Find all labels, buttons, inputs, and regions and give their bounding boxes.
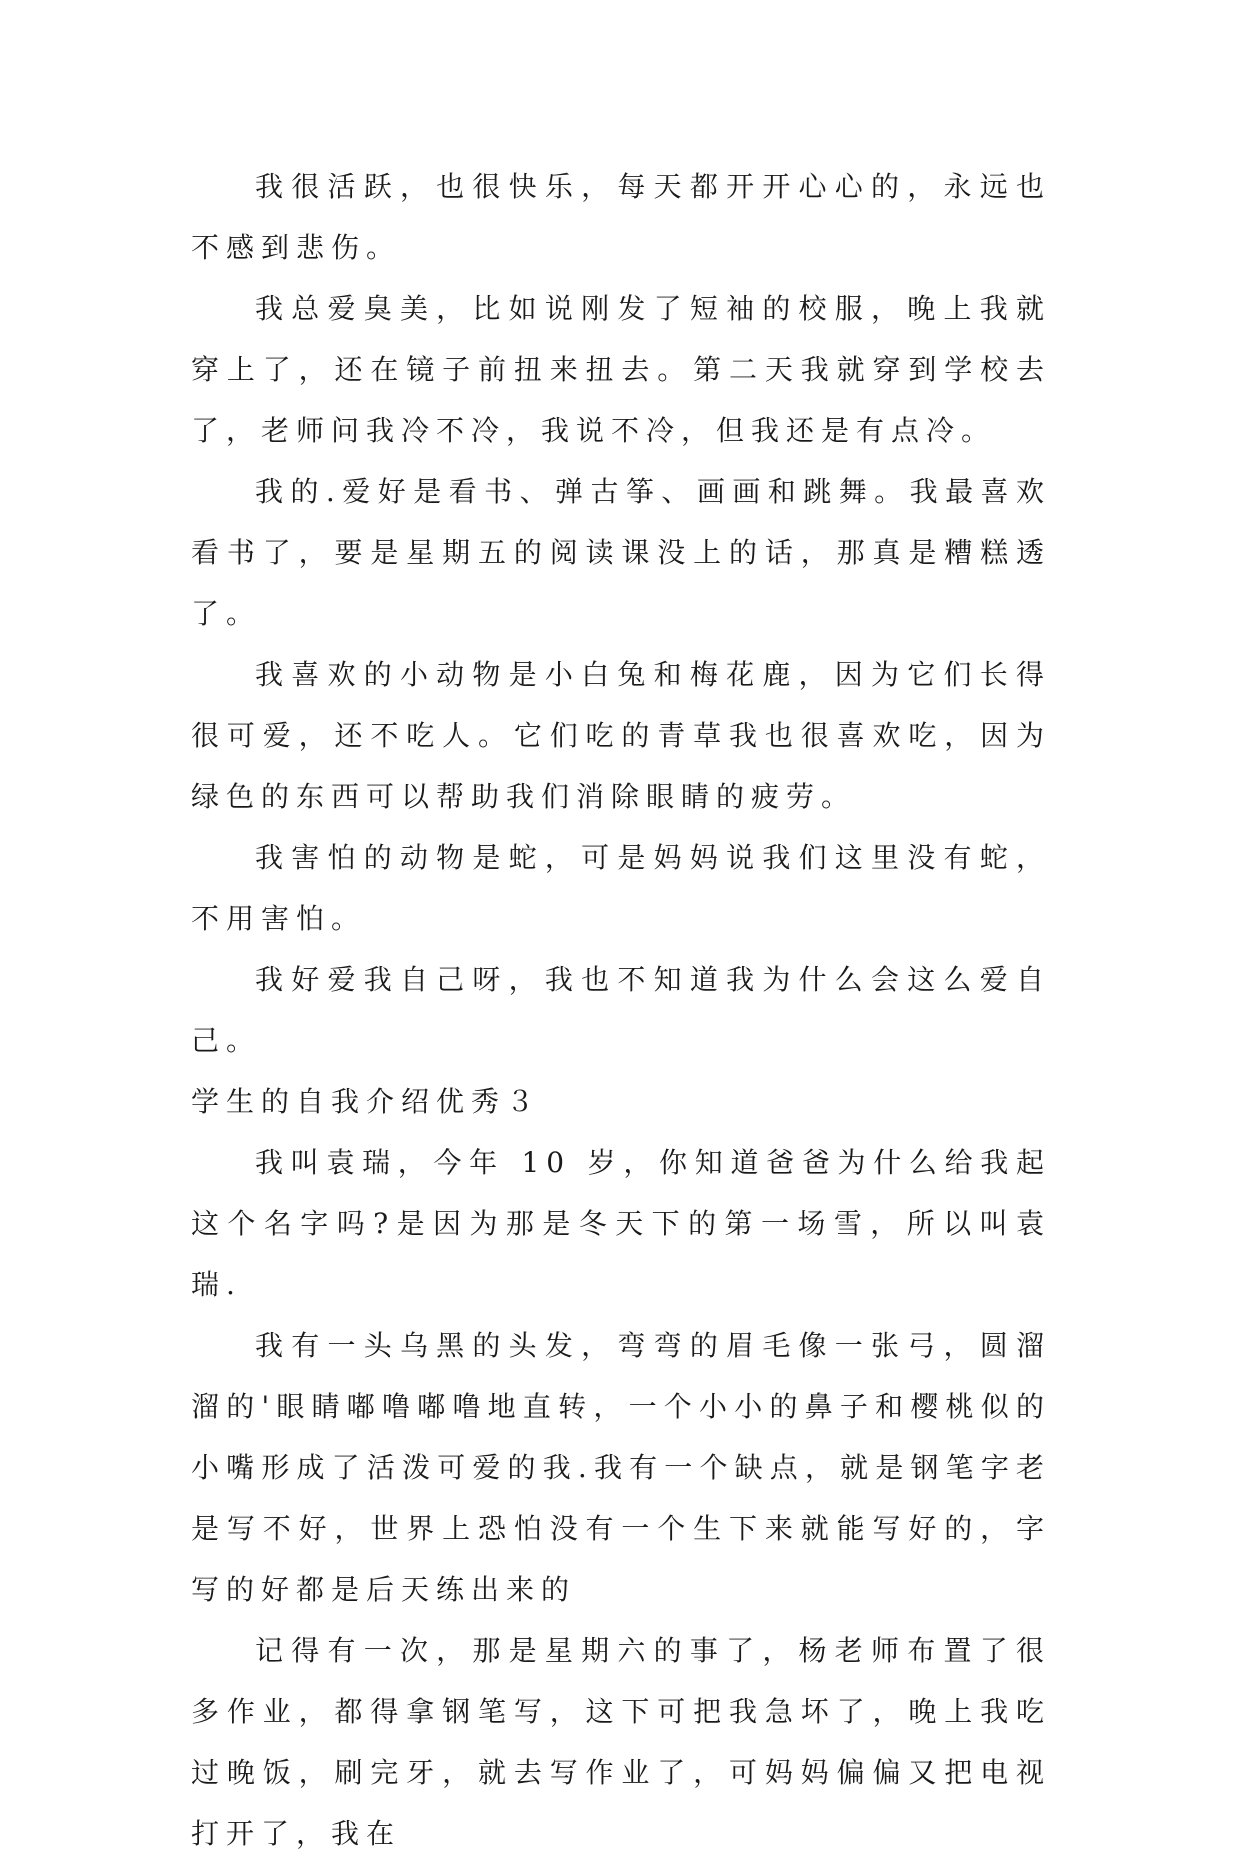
paragraph: 我喜欢的小动物是小白兔和梅花鹿，因为它们长得很可爱，还不吃人。它们吃的青草我也很喜欢吃，因为绿色的东西可以帮助我们消除眼睛的疲劳。	[191, 658, 1051, 813]
document-body	[191, 156, 1051, 1864]
paragraph: 我的.爱好是看书、弹古筝、画画和跳舞。我最喜欢看书了，要是星期五的阅读课没上的话，那真是糟糕透了。	[191, 475, 1051, 630]
paragraph: 我好爱我自己呀，我也不知道我为什么会这么爱自己。	[191, 963, 1051, 1057]
paragraph: 我害怕的动物是蛇，可是妈妈说我们这里没有蛇，不用害怕。	[191, 841, 1051, 935]
paragraph: 我总爱臭美，比如说刚发了短袖的校服，晚上我就穿上了，还在镜子前扭来扭去。第二天我就穿到学校去了，老师问我冷不冷，我说不冷，但我还是有点冷。	[191, 292, 1051, 447]
paragraph: 记得有一次，那是星期六的事了，杨老师布置了很多作业，都得拿钢笔写，这下可把我急坏了，晚上我吃过晚饭，刷完牙，就去写作业了，可妈妈偏偏又把电视打开了，我在	[191, 1634, 1051, 1850]
paragraph: 我很活跃，也很快乐，每天都开开心心的，永远也不感到悲伤。	[191, 170, 1051, 264]
paragraph: 我有一头乌黑的头发，弯弯的眉毛像一张弓，圆溜溜的'眼睛嘟噜嘟噜地直转，一个小小的鼻子和樱桃似的小嘴形成了活泼可爱的我.我有一个缺点，就是钢笔字老是写不好，世界上恐怕没有一个生下来就能写好的，字写的好都是后天练出来的	[191, 1329, 1051, 1606]
section-heading: 学生的自我介绍优秀３	[191, 1085, 542, 1118]
paragraph: 我叫袁瑞，今年 10 岁，你知道爸爸为什么给我起这个名字吗?是因为那是冬天下的第一场雪，所以叫袁瑞.	[191, 1146, 1051, 1301]
